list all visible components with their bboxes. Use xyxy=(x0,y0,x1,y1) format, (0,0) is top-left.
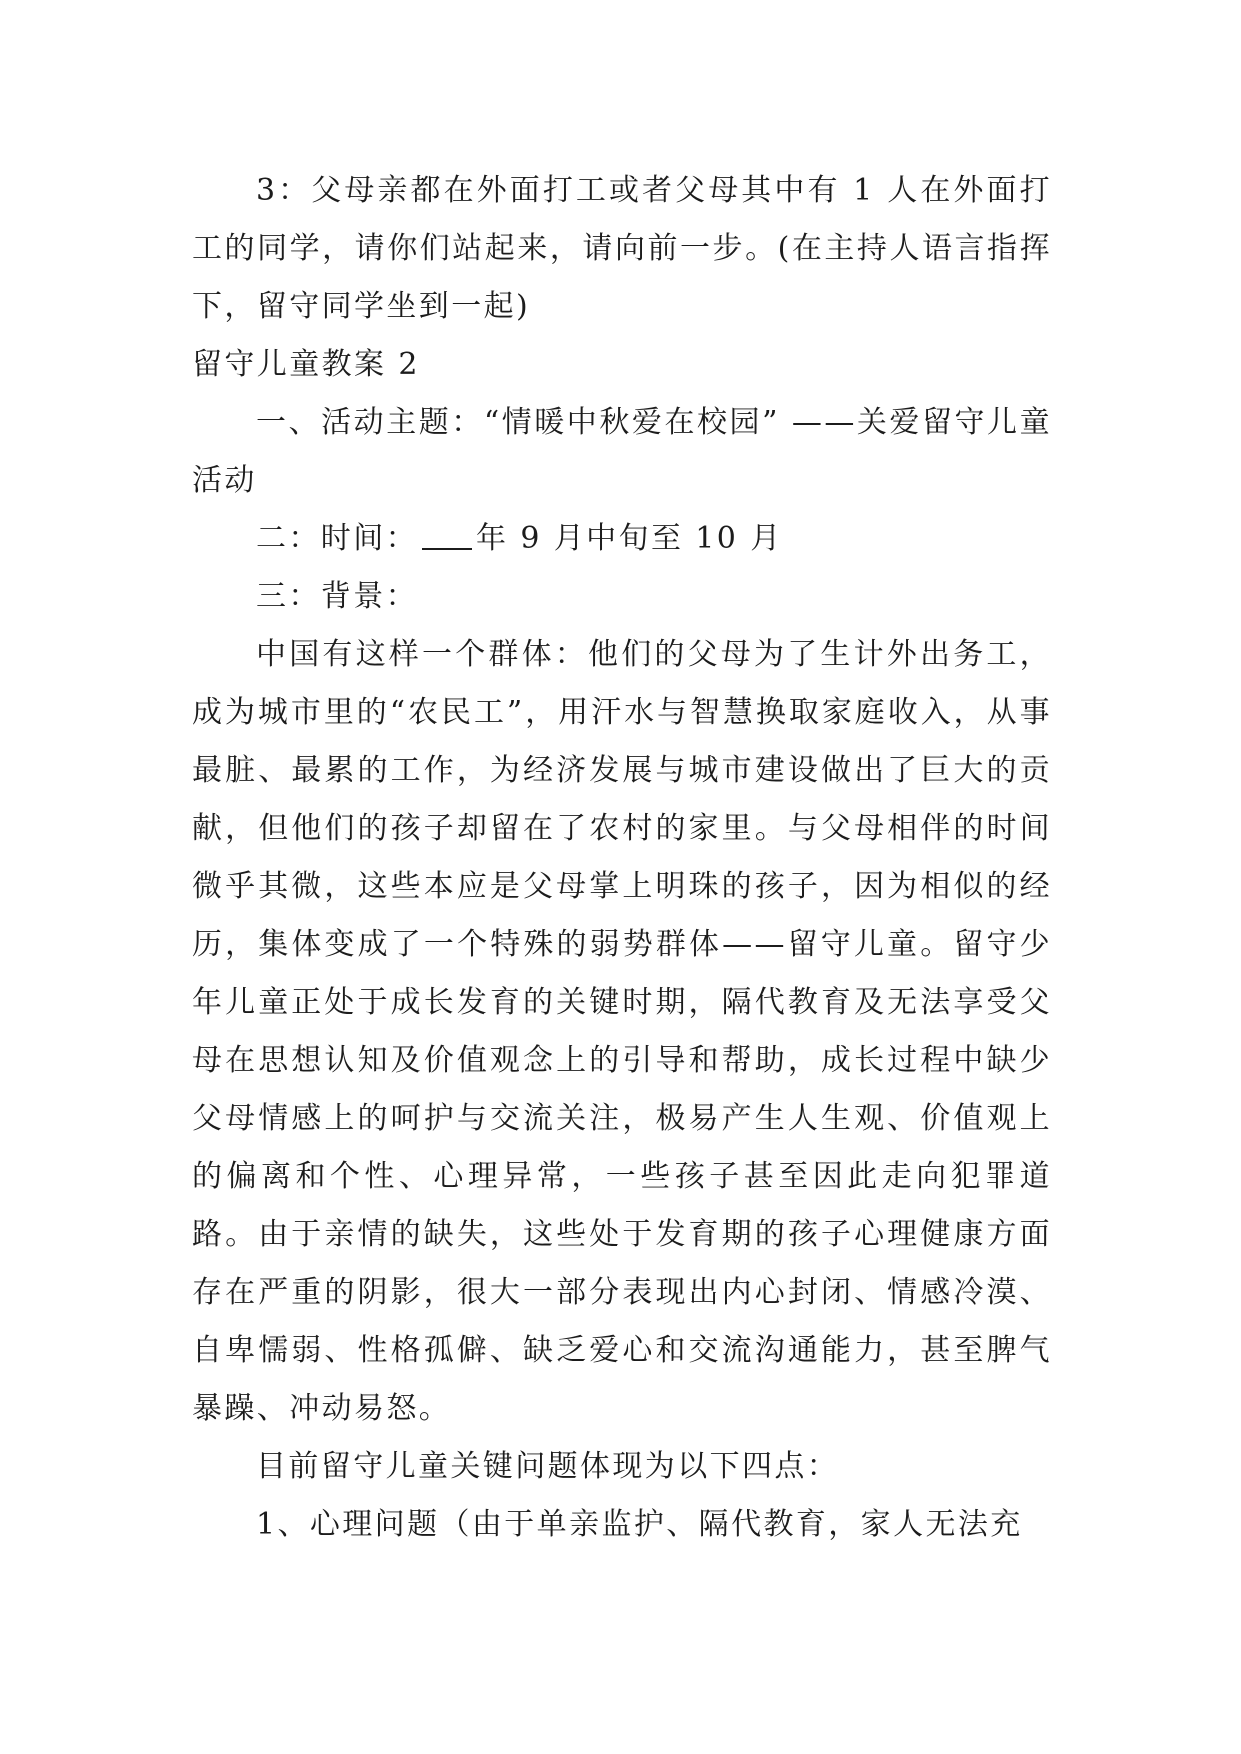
theme-line: 一、活动主题：“情暖中秋爱在校园” ——关爱留守儿童活动 xyxy=(192,405,1052,498)
time-line xyxy=(192,510,1052,568)
intro-paragraph: 3：父母亲都在外面打工或者父母其中有 1 人在外面打工的同学，请你们站起来，请向前一步。(在主持人语言指挥下，留守同学坐到一起) xyxy=(192,173,1052,324)
problems-intro: 目前留守儿童关键问题体现为以下四点： xyxy=(256,1449,840,1484)
background-paragraph: 中国有这样一个群体：他们的父母为了生计外出务工，成为城市里的“农民工”，用汗水与智慧换取家庭收入，从事最脏、最累的工作，为经济发展与城市建设做出了巨大的贡献，但他们的孩子却留在了农村的家里。与父母相伴的时间微乎其微，这些本应是父母掌上明珠的孩子，因为相似的经历，集体变成了一个特殊的弱势群体——留守儿童。留守少年儿童正处于成长发育的关键时期，隔代教育及无法享受父母在思想认知及价值观念上的引导和帮助，成长过程中缺少父母情感上的呵护与交流关注，极易产生人生观、价值观上的偏离和个性、心理异常，一些孩子甚至因此走向犯罪道路。由于亲情的缺失，这些处于发育期的孩子心理健康方面存在严重的阴影，很大一部分表现出内心封闭、情感冷漠、自卑懦弱、性格孤僻、缺乏爱心和交流沟通能力，甚至脾气暴躁、冲动易怒。 xyxy=(192,637,1052,1426)
time-label: 二：时间： xyxy=(256,521,418,556)
problem-1: 1、心理问题（由于单亲监护、隔代教育，家人无法充 xyxy=(256,1507,1023,1542)
document-body xyxy=(192,162,1052,1554)
blank-underline xyxy=(422,522,472,550)
section-title: 留守儿童教案 2 xyxy=(192,347,420,382)
time-value: 年 9 月中旬至 10 月 xyxy=(476,521,783,556)
background-label: 三：背景： xyxy=(256,579,418,614)
